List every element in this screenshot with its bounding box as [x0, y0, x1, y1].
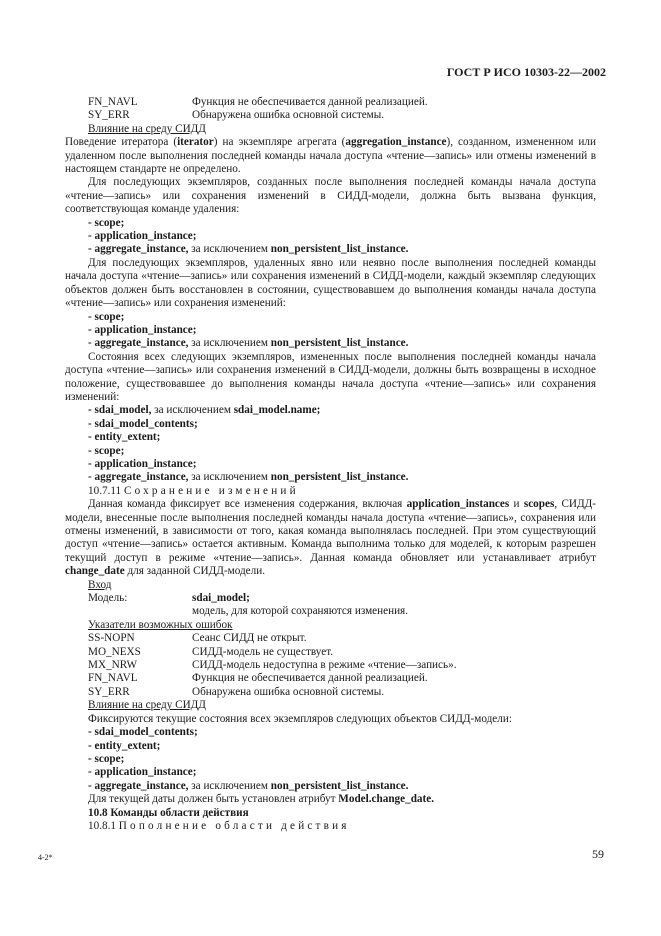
- input-value: sdai_model;: [192, 592, 250, 605]
- paragraph: Данная команда фиксирует все изменения содержания, включая application_instances и scopes, СИДД-модели, внесенные после выполнения последней команды начала доступа «чтение—запись», сохранения или отмены изменений, в зависимости от того, какая команда выполнялась последней. При этом существующий доступ «чтение—запись» остается активным. Команда выполнима только для моделей, к которым разрешен текущий доступ в режиме «чтение—запись». Данная команда обновляет или устанавливает атрибут change_date для заданной СИДД-модели.: [65, 498, 596, 578]
- effect-heading: Влияние на среду СИДД: [88, 699, 206, 712]
- paragraph: Для последующих экземпляров, удаленных явно или неявно после выполнения последней команды начала доступа «чтение—запись» или сохранения изменений в СИДД-модели, каждый экземпляр следующих объектов должен быть восстановлен в состоянии, существовавшем до выполнения команды начала доступа «чтение—запись» или сохранения изменений:: [65, 256, 596, 310]
- term: iterator: [177, 136, 214, 149]
- list-item: - sdai_model, за исключением sdai_model.name;: [88, 404, 321, 417]
- list-item: - aggregate_instance, за исключением non_persistent_list_instance.: [88, 779, 409, 792]
- paragraph: Состояния всех следующих экземпляров, измененных после выполнения последней команды начала доступа «чтение—запись» или сохранения изменений в СИДД-модели, должны быть возвращены в исходное положение, существовавшее до выполнения команды начала доступа «чтение—запись» или сохранения изменений:: [65, 350, 596, 403]
- list-item: - application_instance;: [88, 457, 197, 470]
- bullet-list: [88, 404, 596, 484]
- running-header: ГОСТ Р ИСО 10303-22—2002: [446, 65, 606, 79]
- section-title: Сохранение изменений: [123, 484, 299, 497]
- error-row: FN_NAVL Функция не обеспечивается данной реализацией.: [88, 672, 428, 685]
- input-label: Модель:: [88, 592, 128, 605]
- bullet-list: [88, 311, 596, 351]
- paragraph: [65, 136, 596, 176]
- error-list-top: [88, 96, 596, 123]
- list-item: - aggregate_instance, за исключением non_persistent_list_instance.: [88, 337, 409, 350]
- paragraph: Для текущей даты должен быть установлен атрибут Model.change_date.: [88, 793, 435, 806]
- error-row: [88, 109, 596, 122]
- error-text: Функция не обеспечивается данной реализацией.: [192, 96, 428, 108]
- effect-heading: Влияние на среду СИДД: [88, 122, 206, 135]
- bullet-list: [88, 726, 596, 793]
- list-item: - scope;: [88, 310, 125, 323]
- list-item: - application_instance;: [88, 323, 197, 336]
- footer-mark: 4-2*: [38, 853, 53, 862]
- error-row: [88, 96, 596, 109]
- list-item: - application_instance;: [88, 766, 197, 779]
- error-list: [88, 632, 596, 699]
- page-content: [65, 96, 596, 833]
- list-item: - entity_extent;: [88, 431, 161, 444]
- error-row: SY_ERR Обнаружена ошибка основной системы.: [88, 685, 385, 698]
- list-item: - aggregate_instance, за исключением non_persistent_list_instance.: [88, 243, 409, 256]
- text: ), созданном, измененном или удаленном после выполнения последней команды начала доступа «чтение—запись» или отмены изменений в настоящем стандарте не определено.: [65, 136, 596, 176]
- paragraph: Для последующих экземпляров, созданных после выполнения последней команды начала доступа «чтение—запись» или сохранения изменений в СИДД-модели, должна быть вызвана функция, соответствующая команде удаления:: [65, 176, 596, 216]
- input-heading: Вход: [88, 578, 112, 591]
- error-row: MO_NEXS СИДД-модель не существует.: [88, 645, 334, 658]
- section-number: 10.7.11: [88, 484, 122, 497]
- error-row: SS-NOPN Сеанс СИДД не открыт.: [88, 632, 307, 645]
- section-heading: 10.8 Команды области действия: [88, 806, 249, 819]
- paragraph: Фиксируются текущие состояния всех экземпляров следующих объектов СИДД-модели:: [88, 712, 512, 725]
- error-text: Обнаружена ошибка основной системы.: [192, 109, 385, 122]
- list-item: - scope;: [88, 216, 125, 229]
- bullet-list: [88, 217, 596, 257]
- error-code: FN_NAVL: [88, 96, 138, 108]
- text: Поведение итератора (: [65, 136, 178, 149]
- section-title: Пополнение области действия: [118, 819, 350, 832]
- text: ) на экземпляре агрегата (: [213, 136, 346, 149]
- section-heading: [88, 820, 596, 833]
- list-item: - scope;: [88, 752, 125, 765]
- list-item: - sdai_model_contents;: [88, 726, 198, 739]
- list-item: - entity_extent;: [88, 739, 161, 752]
- term: aggregation_instance: [345, 136, 447, 149]
- input-desc: модель, для которой сохраняются изменения.: [192, 605, 408, 618]
- errors-heading: Указатели возможных ошибок: [88, 618, 233, 631]
- error-code: SY_ERR: [88, 109, 130, 122]
- list-item: - sdai_model_contents;: [88, 417, 198, 430]
- input-row: [88, 592, 596, 605]
- input-desc-row: [88, 605, 596, 618]
- page-number: 59: [592, 847, 604, 861]
- list-item: - scope;: [88, 444, 125, 457]
- section-heading: [88, 485, 596, 498]
- list-item: - application_instance;: [88, 230, 197, 243]
- error-row: MX_NRW СИДД-модель недоступна в режиме «чтение—запись».: [88, 659, 457, 672]
- section-number: 10.8.1: [88, 819, 116, 832]
- list-item: - aggregate_instance, за исключением non_persistent_list_instance.: [88, 471, 409, 484]
